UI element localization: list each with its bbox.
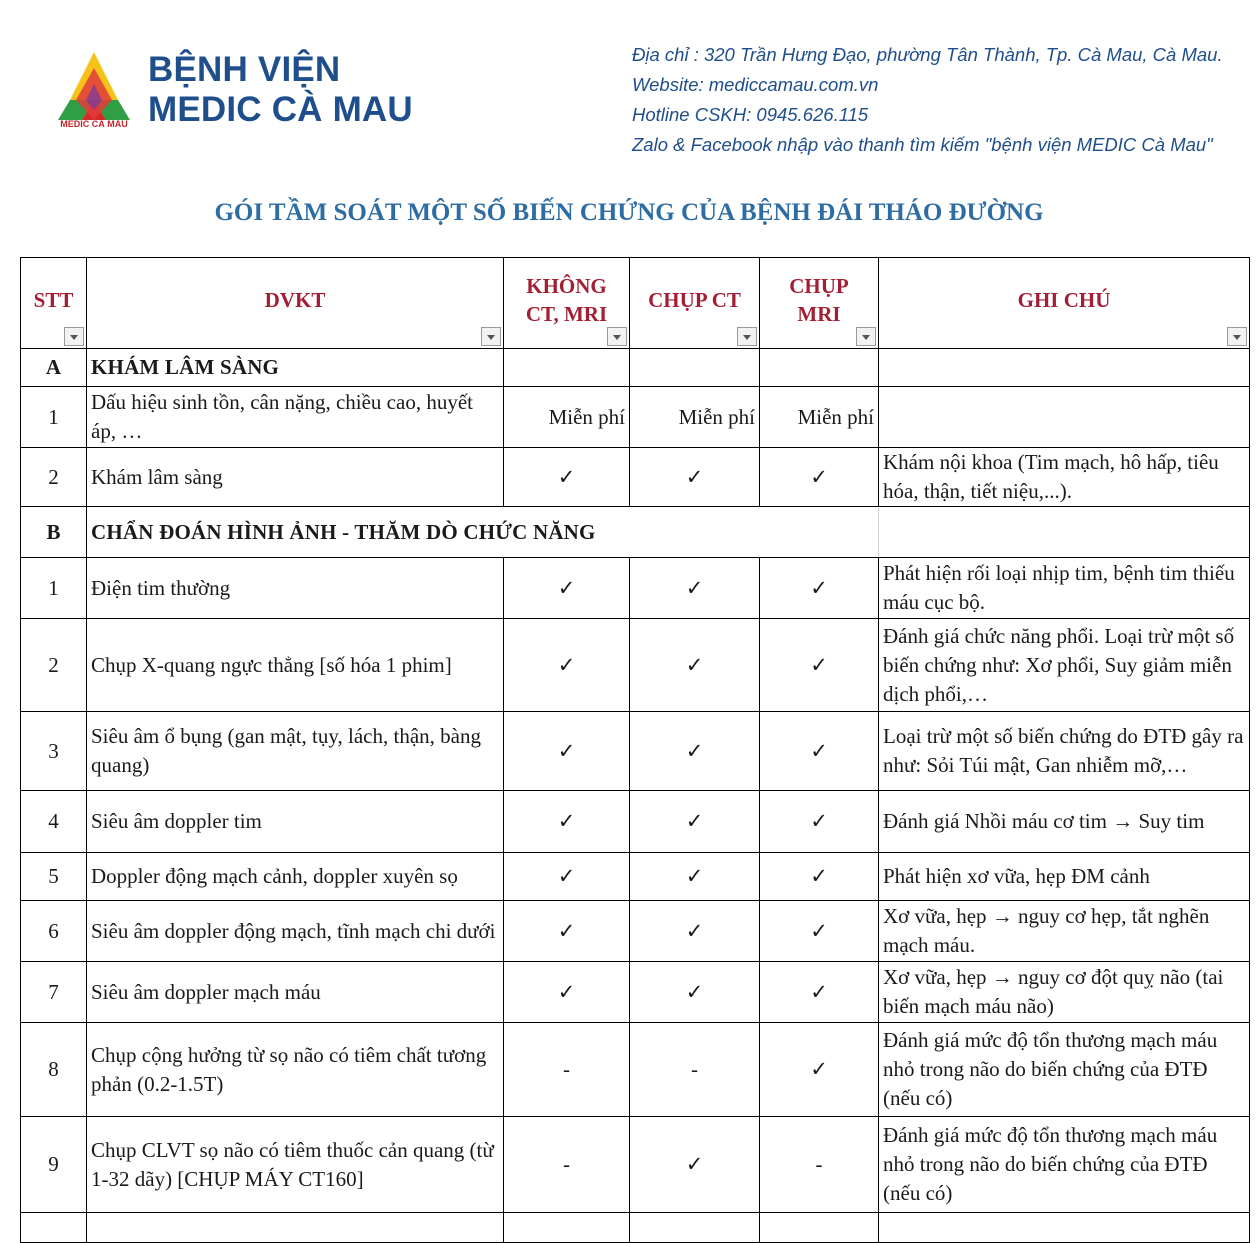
cell-khong: ✓ xyxy=(504,712,630,791)
cell-mri: ✓ xyxy=(760,558,879,619)
filter-dropdown-icon[interactable] xyxy=(64,327,84,346)
section-row-a xyxy=(21,349,1250,387)
cell-desc: Chụp CLVT sọ não có tiêm thuốc cản quang (từ 1-32 dãy) [CHỤP MÁY CT160] xyxy=(87,1117,504,1213)
header-mri-line1: CHỤP xyxy=(789,274,849,298)
filter-dropdown-icon[interactable] xyxy=(607,327,627,346)
header-chup-mri xyxy=(760,258,879,349)
cell-ct: ✓ xyxy=(630,962,760,1023)
header-stt-label: STT xyxy=(33,288,74,312)
filter-dropdown-icon[interactable] xyxy=(737,327,757,346)
header-dvkt xyxy=(87,258,504,349)
contact-info xyxy=(632,40,1223,160)
cell-stt: 5 xyxy=(21,853,87,901)
header-mri-line2: MRI xyxy=(797,302,841,326)
cell-khong: - xyxy=(504,1117,630,1213)
cell-stt: 9 xyxy=(21,1117,87,1213)
cell-note: Đánh giá mức độ tổn thương mạch máu nhỏ trong não do biến chứng của ĐTĐ (nếu có) xyxy=(879,1117,1250,1213)
cell-ct: ✓ xyxy=(630,791,760,853)
cell-mri: - xyxy=(760,1117,879,1213)
header-row xyxy=(21,258,1250,349)
hospital-name-line2: MEDIC CÀ MAU xyxy=(148,90,413,129)
cell-ct: ✓ xyxy=(630,558,760,619)
address-text: Địa chỉ : 320 Trần Hưng Đạo, phường Tân Thành, Tp. Cà Mau, Cà Mau. xyxy=(632,44,1223,65)
cell-desc: Dấu hiệu sinh tồn, cân nặng, chiều cao, huyết áp, … xyxy=(87,387,504,448)
cell-note: Đánh giá mức độ tổn thương mạch máu nhỏ trong não do biến chứng của ĐTĐ (nếu có) xyxy=(879,1023,1250,1117)
empty-cell xyxy=(87,1213,504,1243)
filter-dropdown-icon[interactable] xyxy=(481,327,501,346)
table-row xyxy=(21,853,1250,901)
cell-desc: Khám lâm sàng xyxy=(87,448,504,507)
table-row xyxy=(21,619,1250,712)
cell-desc: Siêu âm doppler động mạch, tĩnh mạch chi dưới xyxy=(87,901,504,962)
hospital-name-line1: BỆNH VIỆN xyxy=(148,50,341,89)
cell-mri: ✓ xyxy=(760,962,879,1023)
header-khong-ct-mri xyxy=(504,258,630,349)
cell-note: Xơ vữa, hẹp → nguy cơ đột quỵ não (tai biến mạch máu não) xyxy=(879,962,1250,1023)
cell-mri: ✓ xyxy=(760,619,879,712)
logo-caption: MEDIC CÀ MAU xyxy=(60,119,128,129)
empty-cell xyxy=(879,349,1250,387)
cell-khong: ✓ xyxy=(504,853,630,901)
cell-note: Khám nội khoa (Tim mạch, hô hấp, tiêu hóa, thận, tiết niệu,...). xyxy=(879,448,1250,507)
cell-khong: ✓ xyxy=(504,619,630,712)
cell-mri: ✓ xyxy=(760,853,879,901)
table-row xyxy=(21,448,1250,507)
cell-stt: 4 xyxy=(21,791,87,853)
cell-mri: ✓ xyxy=(760,791,879,853)
hotline-text: Hotline CSKH: 0945.626.115 xyxy=(632,104,869,125)
cell-ct: ✓ xyxy=(630,712,760,791)
empty-cell xyxy=(504,349,630,387)
cell-mri: ✓ xyxy=(760,712,879,791)
cell-khong: ✓ xyxy=(504,448,630,507)
service-table xyxy=(20,257,1250,1243)
filter-dropdown-icon[interactable] xyxy=(1227,327,1247,346)
section-title: CHẨN ĐOÁN HÌNH ẢNH - THĂM DÒ CHỨC NĂNG xyxy=(87,507,879,558)
header-khong-line1: KHÔNG xyxy=(526,274,607,298)
cell-ct: ✓ xyxy=(630,901,760,962)
cell-desc: Điện tim thường xyxy=(87,558,504,619)
empty-cell xyxy=(760,1213,879,1243)
cell-stt: 1 xyxy=(21,558,87,619)
cell-note: Phát hiện rối loại nhịp tim, bệnh tim thiếu máu cục bộ. xyxy=(879,558,1250,619)
cell-mri: ✓ xyxy=(760,448,879,507)
table-row xyxy=(21,1023,1250,1117)
header-ct-label: CHỤP CT xyxy=(648,288,741,312)
cell-ct: ✓ xyxy=(630,853,760,901)
cell-note: Phát hiện xơ vữa, hẹp ĐM cảnh xyxy=(879,853,1250,901)
social-text: Zalo & Facebook nhập vào thanh tìm kiếm "bệnh viện MEDIC Cà Mau" xyxy=(632,134,1213,155)
cell-khong: ✓ xyxy=(504,791,630,853)
cell-ct: Miễn phí xyxy=(630,387,760,448)
empty-cell xyxy=(760,349,879,387)
cell-ct: ✓ xyxy=(630,619,760,712)
table-row xyxy=(21,901,1250,962)
cell-mri: ✓ xyxy=(760,1023,879,1117)
table-row xyxy=(21,791,1250,853)
cell-stt: 8 xyxy=(21,1023,87,1117)
cell-desc: Siêu âm ổ bụng (gan mật, tụy, lách, thận, bàng quang) xyxy=(87,712,504,791)
table-row-partial xyxy=(21,1213,1250,1243)
table-row xyxy=(21,962,1250,1023)
table-row xyxy=(21,387,1250,448)
cell-stt: 7 xyxy=(21,962,87,1023)
cell-mri: ✓ xyxy=(760,901,879,962)
page-title: GÓI TẦM SOÁT MỘT SỐ BIẾN CHỨNG CỦA BỆNH ĐÁI THÁO ĐƯỜNG xyxy=(214,199,1044,226)
table-row xyxy=(21,712,1250,791)
empty-cell xyxy=(630,349,760,387)
cell-note: Đánh giá Nhồi máu cơ tim → Suy tim xyxy=(879,791,1250,853)
cell-stt: 2 xyxy=(21,619,87,712)
hospital-name xyxy=(148,50,413,130)
cell-stt: 1 xyxy=(21,387,87,448)
header-stt xyxy=(21,258,87,349)
header-note-label: GHI CHÚ xyxy=(1017,288,1111,312)
cell-mri: Miễn phí xyxy=(760,387,879,448)
cell-khong: - xyxy=(504,1023,630,1117)
header-chup-ct xyxy=(630,258,760,349)
empty-cell xyxy=(630,1213,760,1243)
table-row xyxy=(21,1117,1250,1213)
header-dvkt-label: DVKT xyxy=(264,288,326,312)
section-id: A xyxy=(21,349,87,387)
header-khong-line2: CT, MRI xyxy=(525,302,608,326)
table-row xyxy=(21,558,1250,619)
cell-ct: ✓ xyxy=(630,1117,760,1213)
cell-note: Loại trừ một số biến chứng do ĐTĐ gây ra như: Sỏi Túi mật, Gan nhiễm mỡ,… xyxy=(879,712,1250,791)
cell-khong: ✓ xyxy=(504,901,630,962)
cell-stt: 2 xyxy=(21,448,87,507)
cell-desc: Chụp X-quang ngực thẳng [số hóa 1 phim] xyxy=(87,619,504,712)
cell-desc: Doppler động mạch cảnh, doppler xuyên sọ xyxy=(87,853,504,901)
empty-cell xyxy=(879,1213,1250,1243)
cell-ct: - xyxy=(630,1023,760,1117)
cell-stt: 6 xyxy=(21,901,87,962)
filter-dropdown-icon[interactable] xyxy=(856,327,876,346)
website-link[interactable]: Website: mediccamau.com.vn xyxy=(632,74,879,95)
cell-khong: ✓ xyxy=(504,962,630,1023)
header-ghi-chu xyxy=(879,258,1250,349)
cell-note: Đánh giá chức năng phổi. Loại trừ một số biến chứng như: Xơ phổi, Suy giảm miễn dịch phổi,… xyxy=(879,619,1250,712)
empty-cell xyxy=(504,1213,630,1243)
cell-note: Xơ vữa, hẹp → nguy cơ hẹp, tắt nghẽn mạch máu. xyxy=(879,901,1250,962)
cell-desc: Siêu âm doppler mạch máu xyxy=(87,962,504,1023)
section-title: KHÁM LÂM SÀNG xyxy=(87,349,504,387)
cell-khong: ✓ xyxy=(504,558,630,619)
empty-cell xyxy=(21,1213,87,1243)
cell-desc: Siêu âm doppler tim xyxy=(87,791,504,853)
cell-ct: ✓ xyxy=(630,448,760,507)
section-id: B xyxy=(21,507,87,558)
empty-cell xyxy=(879,507,1250,558)
cell-note xyxy=(879,387,1250,448)
cell-khong: Miễn phí xyxy=(504,387,630,448)
cell-stt: 3 xyxy=(21,712,87,791)
section-row-b xyxy=(21,507,1250,558)
cell-desc: Chụp cộng hưởng từ sọ não có tiêm chất tương phản (0.2-1.5T) xyxy=(87,1023,504,1117)
